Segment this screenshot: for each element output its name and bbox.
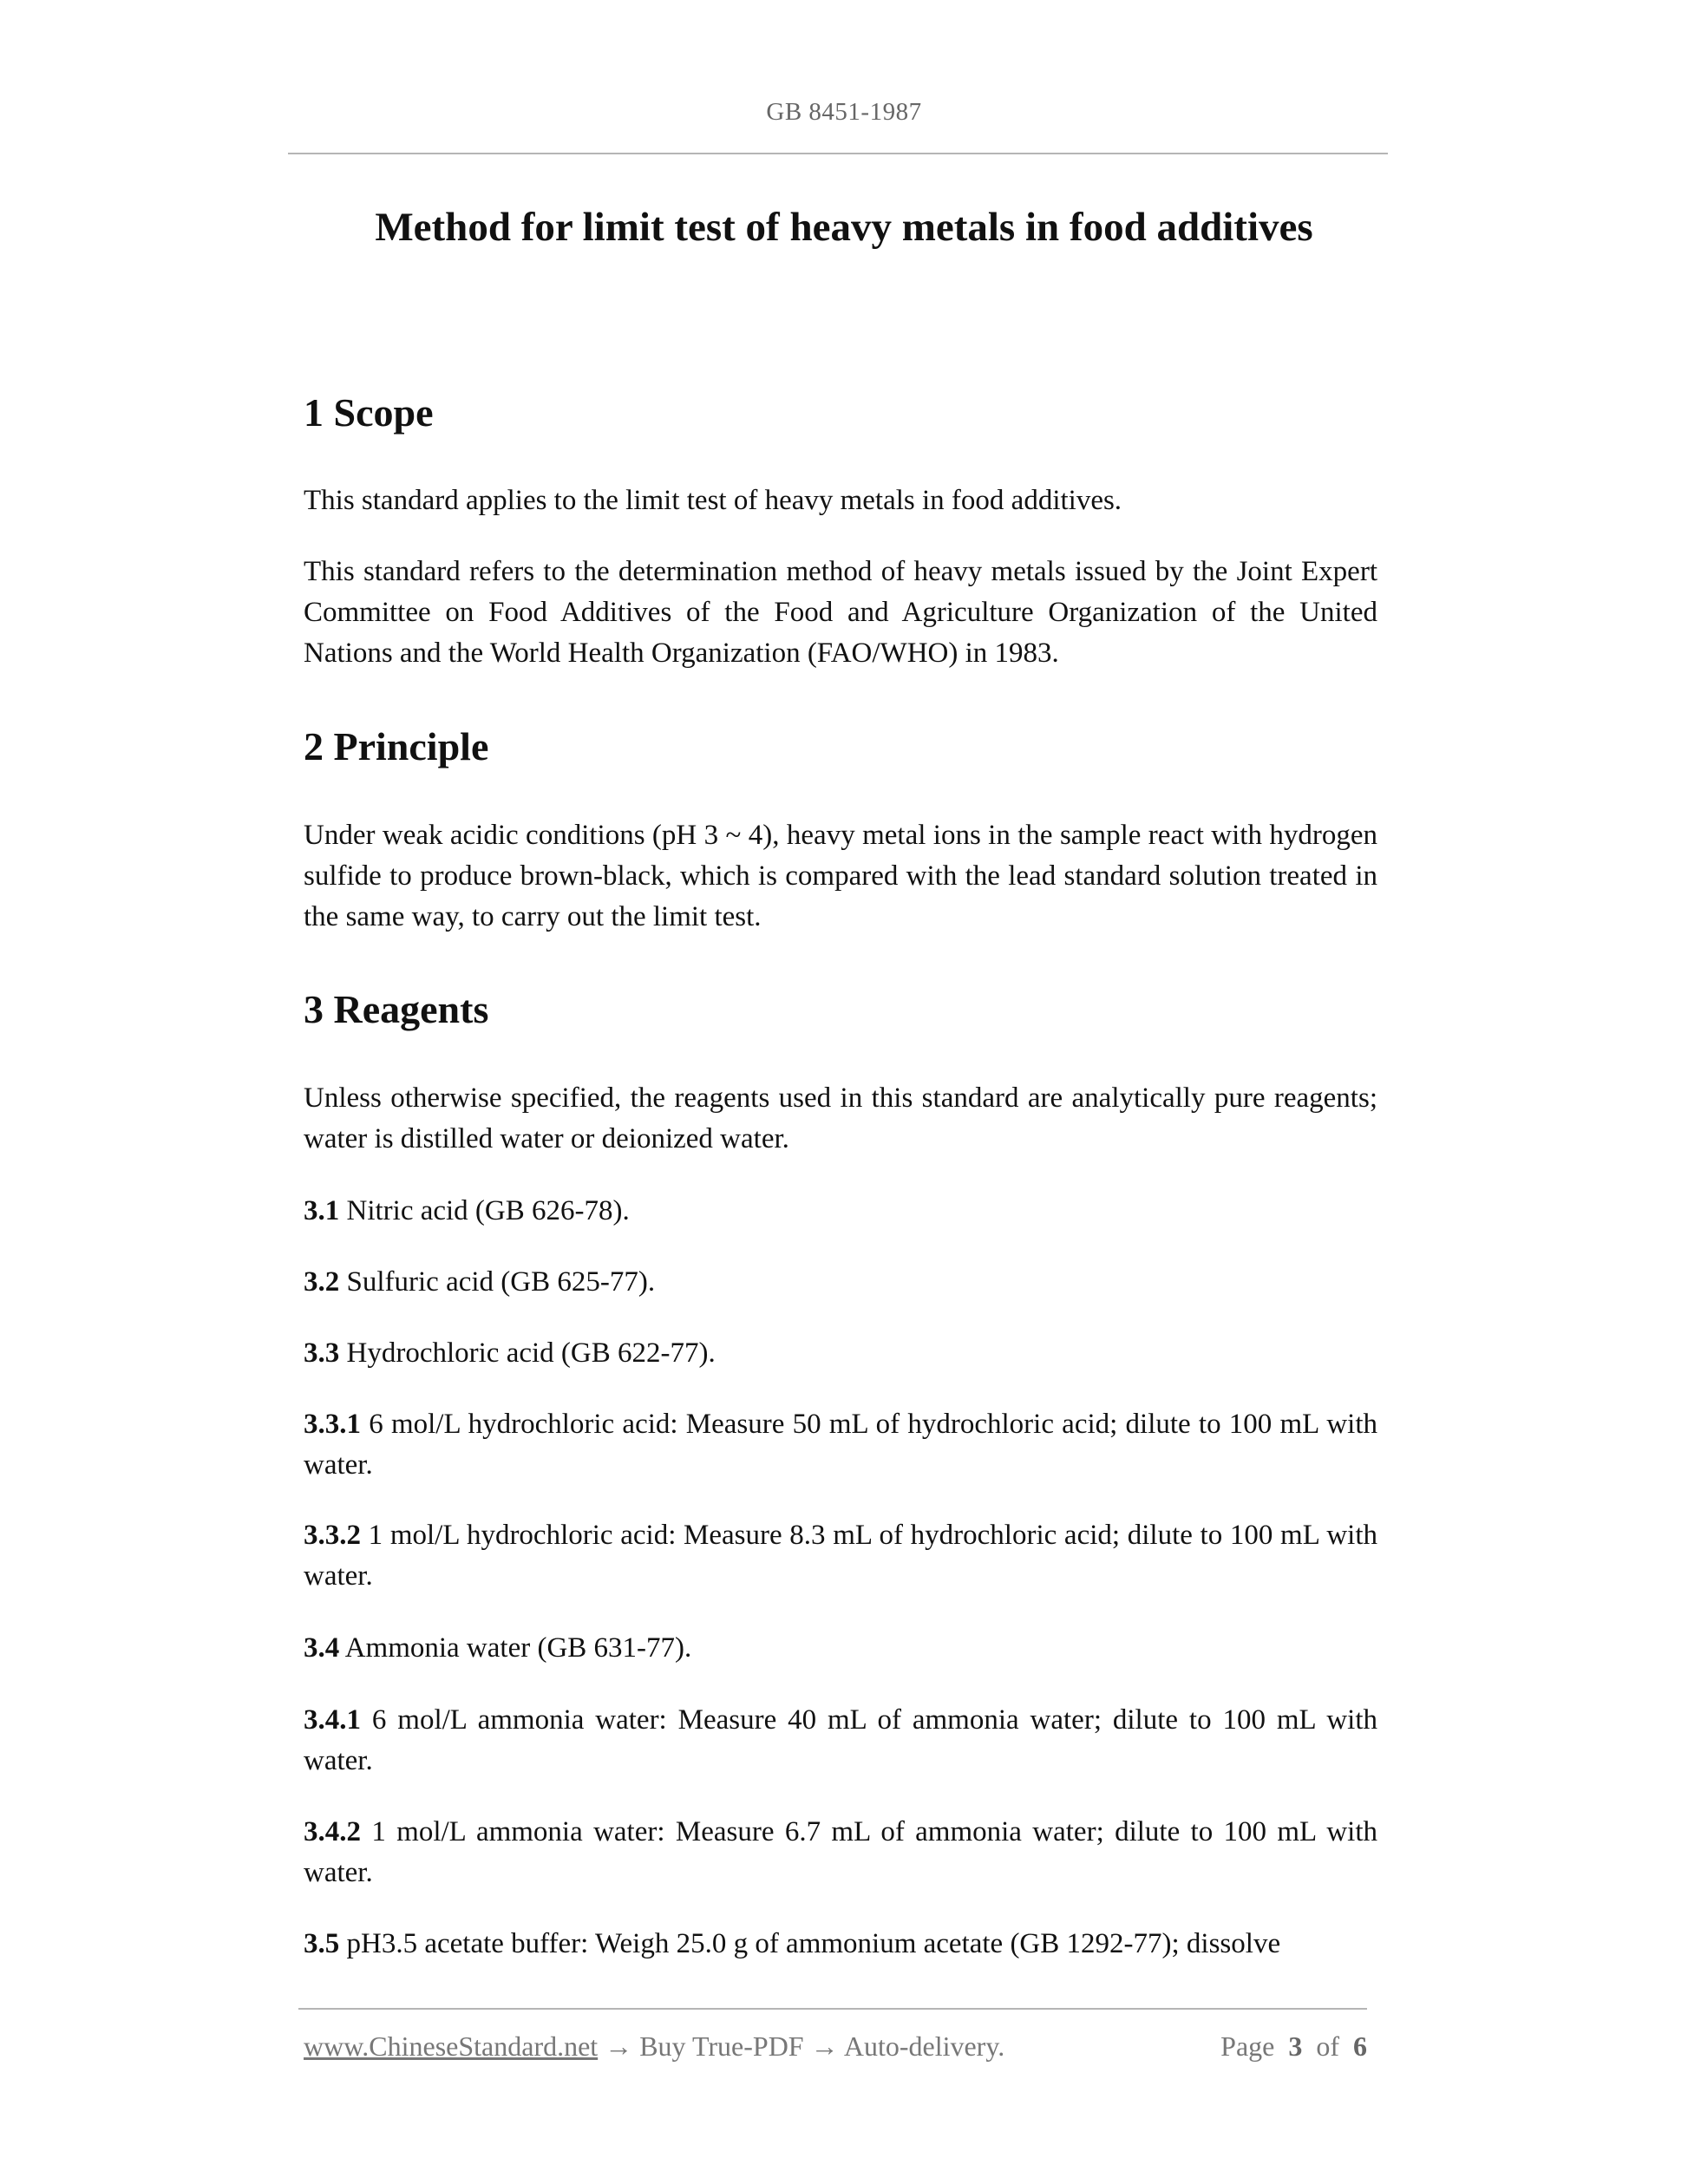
clause-number: 3.2 (304, 1266, 340, 1298)
page-total: 6 (1353, 2030, 1367, 2062)
site-link[interactable]: www.ChineseStandard.net (304, 2030, 599, 2062)
clause-3-1 (304, 1191, 1377, 1232)
clause-text: 1 mol/L hydrochloric acid: Measure 8.3 mL of hydrochloric acid; dilute to 100 mL with water. (304, 1520, 1377, 1592)
clause-text: Nitric acid (GB 626-78). (346, 1195, 630, 1226)
section-heading-scope: 1 Scope (304, 390, 434, 435)
scope-paragraph-2: This standard refers to the determination method of heavy metals issued by the Joint Expert Committee on Food Additives of the Food and Agriculture Organization of the United Nations and the World Health Organization (FAO/WHO) in 1983. (304, 556, 1377, 669)
section-heading-reagents: 3 Reagents (304, 987, 489, 1031)
section-heading-principle: 2 Principle (304, 724, 489, 768)
clause-number: 3.4 (304, 1632, 340, 1664)
clause-3-2 (304, 1262, 1377, 1303)
reagents-intro: Unless otherwise specified, the reagents used in this standard are analytically pure reagents; water is distilled water or deionized water. (304, 1082, 1377, 1154)
clause-3-4 (304, 1628, 1377, 1669)
auto-delivery-text: Auto-delivery. (843, 2030, 1005, 2062)
clause-text: 6 mol/L hydrochloric acid: Measure 50 mL of hydrochloric acid; dilute to 100 mL with water. (304, 1409, 1377, 1481)
clause-text: pH3.5 acetate buffer: Weigh 25.0 g of ammonium acetate (GB 1292-77); dissolve (346, 1928, 1281, 1959)
footer-promo (304, 2027, 1004, 2065)
page-label: Page (1220, 2030, 1275, 2062)
principle-paragraph-1: Under weak acidic conditions (pH 3 ~ 4), heavy metal ions in the sample react with hydrogen sulfide to produce brown-black, which is compared with the lead standard solution treated in the same way, to carry out the limit test. (304, 820, 1377, 932)
clause-number: 3.5 (304, 1928, 340, 1959)
clause-text: Hydrochloric acid (GB 622-77). (346, 1337, 716, 1369)
clause-3-4-1 (304, 1700, 1377, 1782)
footer-divider (298, 2008, 1367, 2010)
page-of-label: of (1316, 2030, 1339, 2062)
clause-3-3-2 (304, 1515, 1377, 1597)
clause-3-5 (304, 1924, 1377, 1965)
scope-paragraph-1: This standard applies to the limit test of heavy metals in food additives. (304, 485, 1122, 516)
clause-number: 3.3.1 (304, 1409, 361, 1440)
clause-number: 3.4.1 (304, 1704, 361, 1736)
clause-number: 3.4.2 (304, 1816, 361, 1847)
clause-text: Sulfuric acid (GB 625-77). (346, 1266, 656, 1298)
clause-3-3 (304, 1333, 1377, 1374)
clause-number: 3.1 (304, 1195, 340, 1226)
buy-pdf-text: Buy True-PDF (639, 2030, 804, 2062)
clause-3-3-1 (304, 1404, 1377, 1486)
clause-3-4-2 (304, 1812, 1377, 1893)
clause-text: Ammonia water (GB 631-77). (344, 1632, 692, 1664)
page-indicator (1220, 2027, 1367, 2065)
running-header: GB 8451-1987 (766, 98, 922, 126)
arrow-right-icon: → (605, 2030, 633, 2062)
clause-number: 3.3 (304, 1337, 340, 1369)
arrow-right-icon: → (810, 2030, 839, 2062)
document-title: Method for limit test of heavy metals in food additives (375, 205, 1313, 250)
clause-text: 6 mol/L ammonia water: Measure 40 mL of ammonia water; dilute to 100 mL with water. (304, 1704, 1377, 1776)
clause-text: 1 mol/L ammonia water: Measure 6.7 mL of ammonia water; dilute to 100 mL with water. (304, 1816, 1377, 1888)
header-divider (288, 153, 1388, 154)
page-current: 3 (1288, 2030, 1303, 2062)
clause-number: 3.3.2 (304, 1520, 361, 1551)
